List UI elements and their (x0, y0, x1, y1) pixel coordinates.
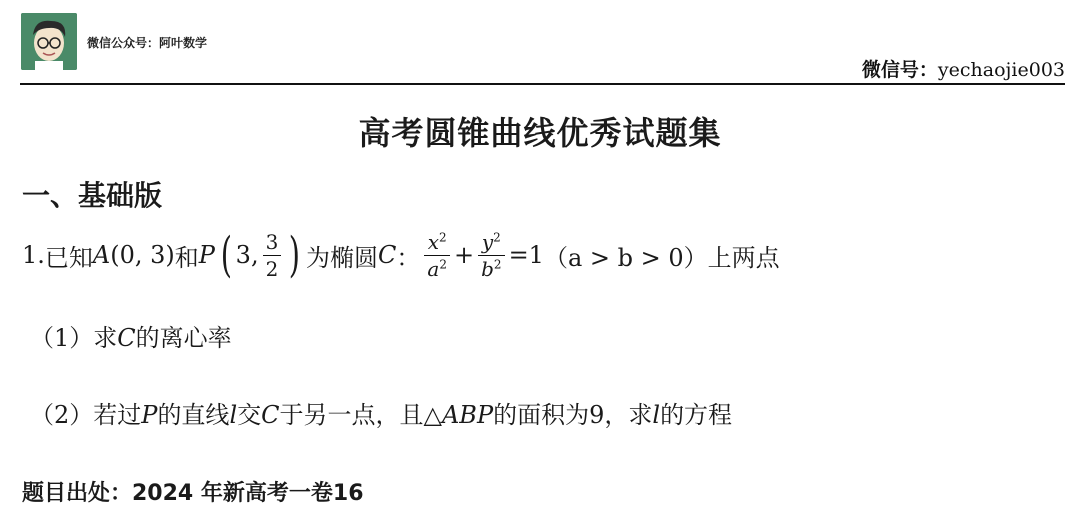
sub-question-text: 交 (237, 401, 262, 429)
avatar (21, 13, 77, 70)
exponent: 2 (439, 256, 447, 271)
frac-numerator: 3 (265, 229, 279, 254)
point-p: P (198, 241, 215, 269)
question-source: 题目出处：2024 年新高考一卷16 (22, 481, 364, 506)
p-x: 3, (235, 241, 259, 269)
curve-c: C (378, 241, 397, 269)
exponent: 2 (493, 256, 502, 271)
exponent: 2 (439, 229, 447, 244)
question-text: 为椭圆 (306, 243, 379, 272)
section-heading: 一、基础版 (22, 179, 163, 212)
frac-numerator: y (481, 229, 494, 254)
frac-bar (263, 255, 282, 256)
fraction-x2-a2 (424, 231, 450, 280)
sub-question-text: （1）求 (30, 324, 118, 352)
question-text: 上两点 (707, 243, 780, 272)
frac-numerator: x (427, 229, 440, 254)
question-number: 1. (22, 241, 45, 269)
question-text: 和 (174, 243, 199, 272)
sub-question-2 (30, 395, 732, 430)
question-text: 已知 (44, 243, 93, 272)
colon: ： (396, 243, 421, 272)
document-title: 高考圆锥曲线优秀试题集 (358, 114, 722, 152)
page-header (0, 0, 1080, 86)
sub-question-text: 的离心率 (135, 324, 232, 352)
question-1 (22, 220, 780, 290)
frac-bar (478, 255, 504, 256)
frac-denominator: a (427, 256, 440, 281)
point-p-coords (217, 227, 304, 283)
plus-sign: + (454, 241, 475, 269)
wechat-public-account: 微信公众号：阿叶数学 (87, 36, 208, 50)
fraction-3-2 (263, 231, 282, 280)
wechat-id (862, 55, 1065, 82)
curve-c: C (117, 324, 136, 352)
sub-question-text: （2）若过 (30, 401, 142, 429)
left-paren: ( (220, 227, 232, 283)
condition: （a > b > 0） (543, 243, 708, 272)
right-paren: ) (289, 227, 301, 283)
sub-question-text: 的方程 (660, 401, 733, 429)
line-l: l (229, 401, 238, 429)
frac-bar (424, 255, 450, 256)
sub-question-text: 的面积为9，求 (493, 401, 653, 429)
header-divider (20, 83, 1065, 85)
sub-question-1 (30, 318, 232, 353)
frac-denominator: b (481, 256, 494, 281)
point-p: P (141, 401, 158, 429)
line-l: l (652, 401, 661, 429)
equals-one: =1 (508, 241, 544, 269)
frac-denominator: 2 (265, 256, 279, 281)
sub-question-text: 的直线 (157, 401, 230, 429)
wechat-id-label: 微信号： (861, 59, 938, 81)
wechat-id-value: yechaojie003 (937, 59, 1065, 81)
triangle-abp: ABP (441, 401, 494, 429)
point-a: A (92, 241, 111, 269)
exponent: 2 (493, 229, 501, 244)
curve-c: C (261, 401, 280, 429)
point-a-coords: (0, 3) (110, 241, 175, 269)
fraction-y2-b2 (478, 231, 504, 280)
sub-question-text: 于另一点，且△ (279, 401, 442, 429)
